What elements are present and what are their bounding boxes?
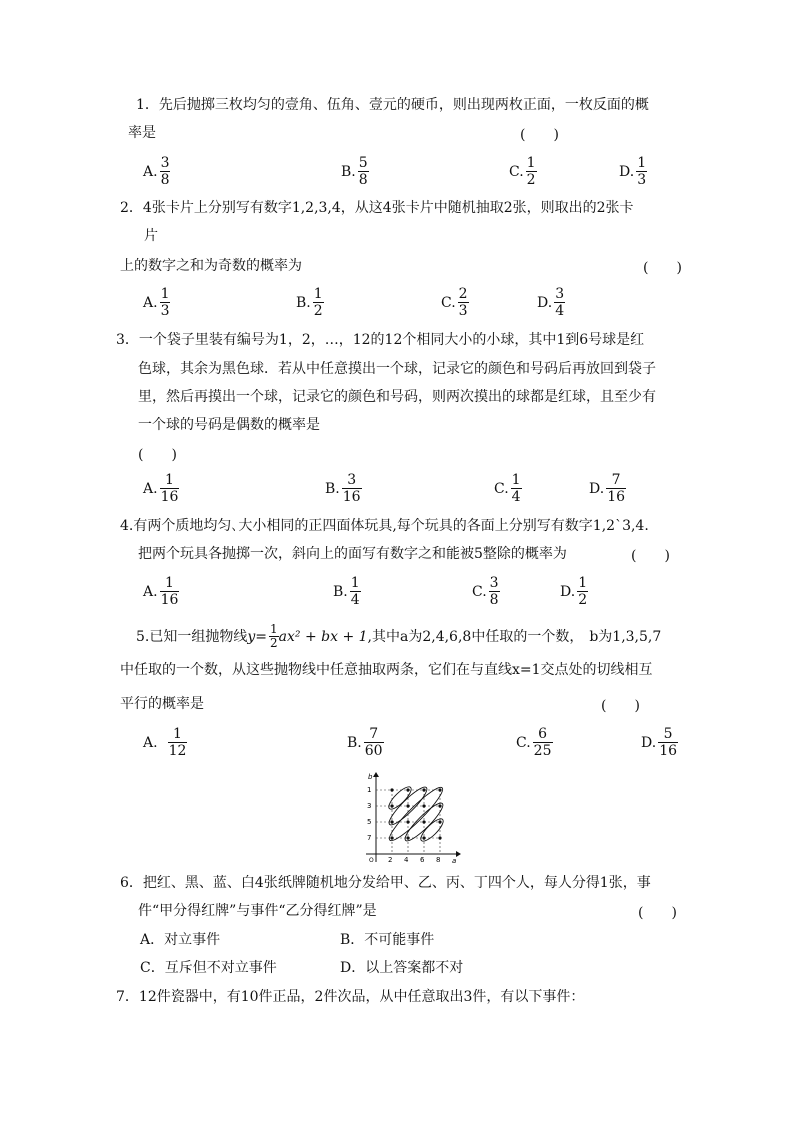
q4-option-c: C. $\frac{3}{8}$ (472, 575, 499, 608)
q5-option-b: B. $\frac{7}{60}$ (347, 726, 383, 759)
q2-text-line2: 片 (144, 228, 158, 244)
figure-origin-label: O (369, 857, 374, 864)
q1-option-b: B. $\frac{5}{8}$ (341, 155, 368, 188)
q6-option-c: C．互斥但不对立事件 (140, 960, 277, 976)
figure-y-tick: 1 (367, 786, 372, 794)
q6-text-line1: 6．把红、黑、蓝、白4张纸牌随机地分发给甲、乙、丙、丁四个人，每人分得1张，事 (120, 875, 651, 891)
q6-option-a: A．对立事件 (140, 932, 221, 948)
q2-option-b: B. $\frac{1}{2}$ (296, 286, 323, 319)
figure-y-tick: 7 (367, 834, 372, 842)
figure-x-tick: 4 (404, 856, 409, 864)
q1-text-line1: 1．先后抛掷三枚均匀的壹角、伍角、壹元的硬币，则出现两枚正面，一枚反面的概 (136, 97, 649, 113)
q5-option-c: C. $\frac{6}{25}$ (516, 726, 552, 759)
q1-text-line2: 率是 (128, 125, 156, 141)
figure-lattice-points (390, 788, 441, 839)
q2-option-d: D. $\frac{3}{4}$ (537, 286, 565, 319)
q1-option-c: C. $\frac{1}{2}$ (509, 155, 536, 188)
q5-option-a: A. $\frac{1}{12}$ (143, 726, 187, 759)
figure-x-axis-label: a (452, 857, 457, 865)
q3-option-a: A. $\frac{1}{16}$ (143, 472, 179, 505)
figure-y-tick: 3 (367, 802, 372, 810)
q4-option-b: B. $\frac{1}{4}$ (333, 575, 360, 608)
q4-option-d: D. $\frac{1}{2}$ (560, 575, 588, 608)
q1-answer-paren: ( ) (520, 127, 559, 143)
figure-ellipses (385, 783, 447, 845)
q3-option-c: C. $\frac{1}{4}$ (494, 472, 521, 505)
q4-answer-paren: ( ) (631, 548, 670, 564)
q2-text-line3: 上的数字之和为奇数的概率为 (120, 258, 302, 274)
figure-y-tick: 5 (367, 818, 372, 826)
q3-text-line3: 里，然后再摸出一个球，记录它的颜色和号码，则两次摸出的球都是红球，且至少有 (138, 389, 656, 405)
q4-text-line1: 4.有两个质地均匀､大小相同的正四面体玩具,每个玩具的各面上分别写有数字1,2`3,4. (120, 518, 649, 534)
q3-answer-paren: ( ) (138, 447, 177, 463)
figure-x-tick: 8 (436, 856, 441, 864)
q5-answer-paren: ( ) (601, 698, 640, 714)
q5-option-d: D. $\frac{5}{16}$ (641, 726, 678, 759)
q3-text-line4: 一个球的号码是偶数的概率是 (138, 417, 320, 433)
q5-text-line2: 中任取的一个数，从这些抛物线中任意抽取两条，它们在与直线x=1交点处的切线相互 (120, 662, 653, 678)
q2-text-line1: 2．4张卡片上分别写有数字1,2,3,4，从这4张卡片中随机抽取2张，则取出的2张卡 (120, 200, 634, 216)
figure-x-tick: 2 (388, 856, 393, 864)
q6-option-b: B．不可能事件 (340, 932, 435, 948)
q5-lattice-figure (358, 770, 464, 866)
q7-text-line1: 7．12件瓷器中，有10件正品，2件次品，从中任意取出3件，有以下事件： (116, 989, 585, 1005)
q6-answer-paren: ( ) (638, 905, 677, 921)
q5-text-line1: 5.已知一组抛物线 y = $\frac{1}{2}$ ax² + bx + 1 ,其中 a为2,4,6,8中任取的一个数， b为1,3,5,7 (136, 622, 662, 650)
q2-answer-paren: ( ) (643, 260, 682, 276)
q2-option-c: C. $\frac{2}{3}$ (441, 286, 468, 319)
q6-text-line2: 件“甲分得红牌”与事件“乙分得红牌”是 (138, 903, 377, 919)
figure-y-axis-label: b (368, 773, 373, 781)
q6-option-d: D．以上答案都不对 (340, 960, 464, 976)
q2-option-a: A. $\frac{1}{3}$ (143, 286, 170, 319)
q3-text-line1: 3．一个袋子里装有编号为1，2，…，12的12个相同大小的小球，其中1到6号球是红 (116, 332, 645, 348)
q4-option-a: A. $\frac{1}{16}$ (143, 575, 179, 608)
q3-text-line2: 色球，其余为黑色球．若从中任意摸出一个球，记录它的颜色和号码后再放回到袋子 (138, 361, 656, 377)
q3-option-d: D. $\frac{7}{16}$ (589, 472, 626, 505)
figure-x-tick: 6 (420, 856, 425, 864)
q1-option-a: A. $\frac{3}{8}$ (143, 155, 170, 188)
q5-text-line3: 平行的概率是 (120, 696, 204, 712)
q1-option-d: D. $\frac{1}{3}$ (619, 155, 647, 188)
q3-option-b: B. $\frac{3}{16}$ (325, 472, 361, 505)
q4-text-line2: 把两个玩具各抛掷一次，斜向上的面写有数字之和能被5整除的概率为 (138, 546, 567, 562)
